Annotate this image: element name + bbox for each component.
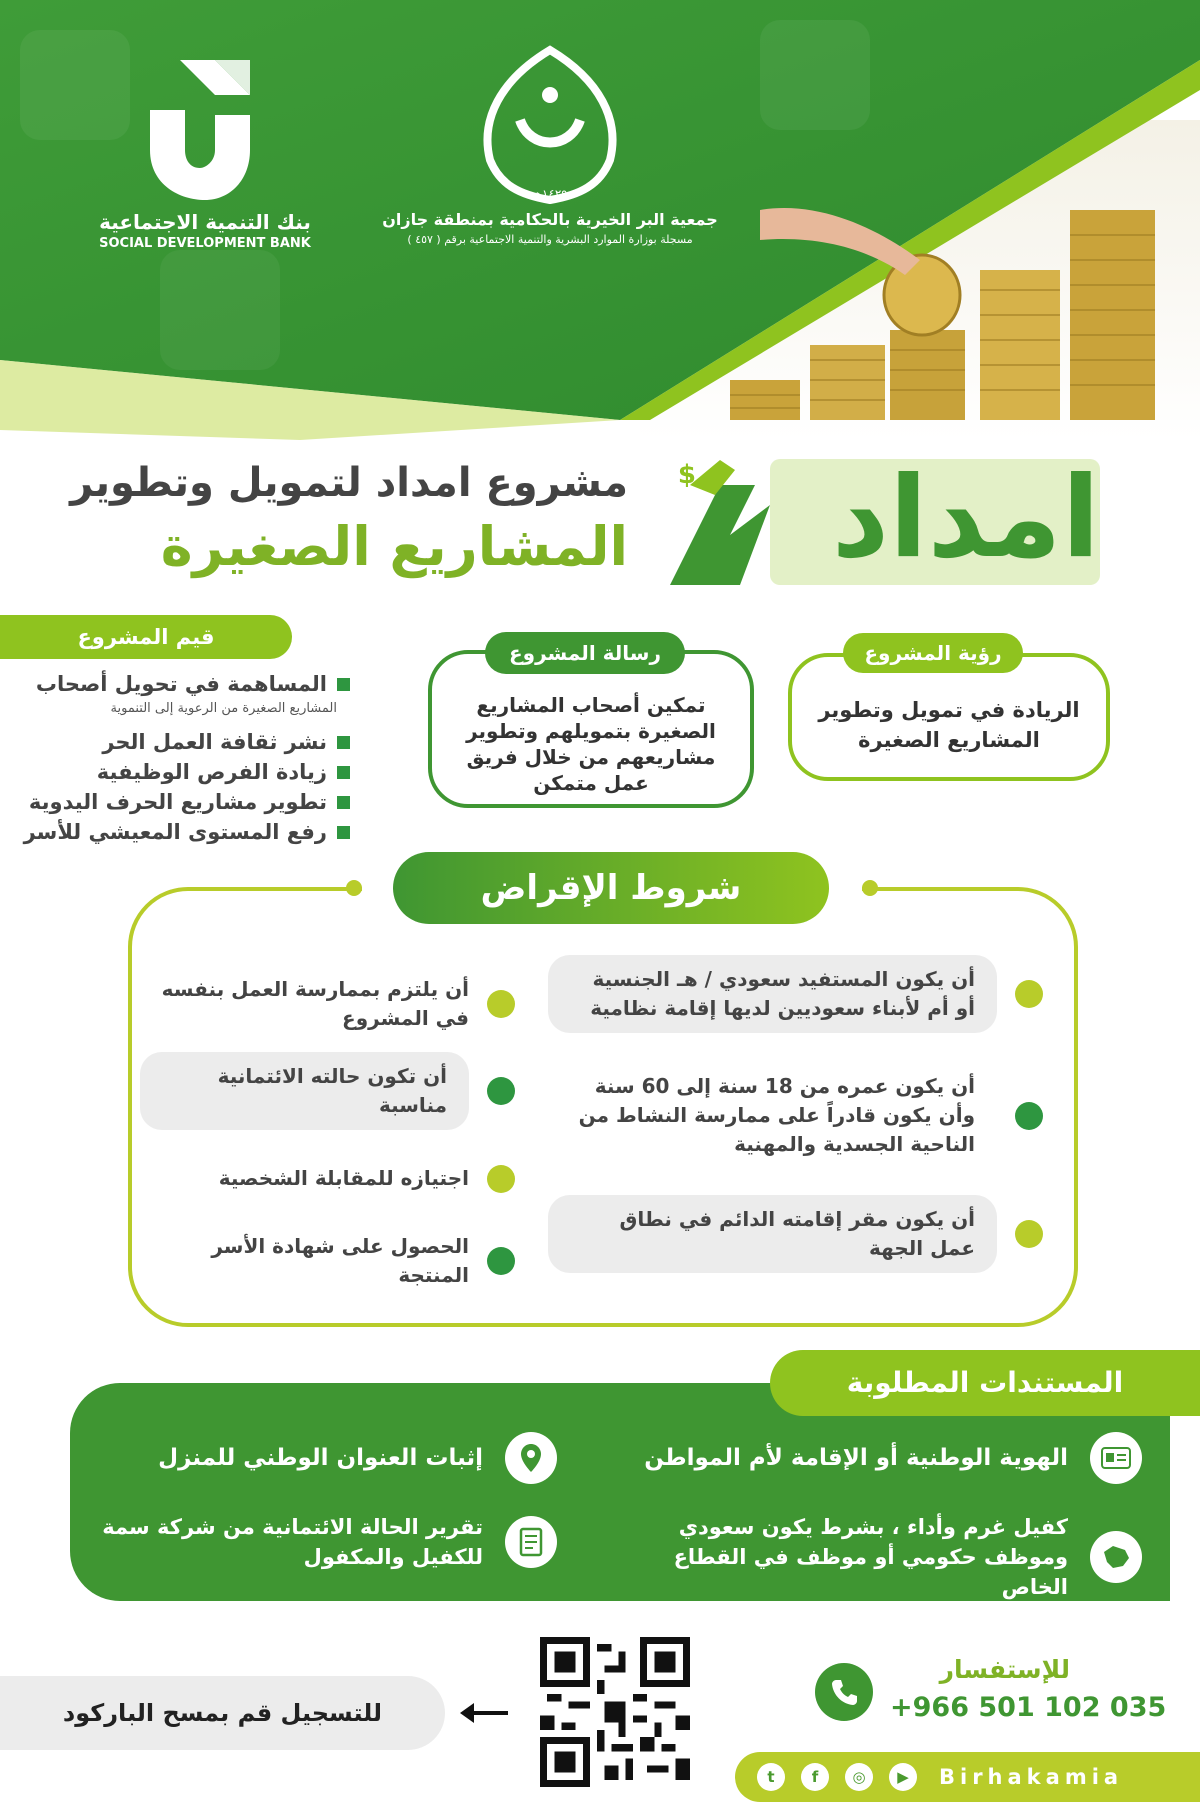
saudi-map-icon: [1090, 1531, 1142, 1583]
document-4: تقرير الحالة الائتمانية من شركة سمة للكفيل والمكفول: [87, 1512, 557, 1572]
bullet-square-icon: [337, 826, 350, 839]
values-item-5: رفع المستوى المعيشي للأسر: [24, 820, 350, 844]
values-item-2: نشر ثقافة العمل الحر: [102, 730, 350, 754]
bullet-dot-icon: [487, 1247, 515, 1275]
document-2: إثبات العنوان الوطني للمنزل: [87, 1432, 557, 1484]
bullet-square-icon: [337, 736, 350, 749]
register-label: للتسجيل قم بمسح الباركود: [0, 1676, 445, 1750]
facebook-icon[interactable]: f: [801, 1763, 829, 1791]
svg-text:$: $: [677, 460, 696, 490]
condition-7: الحصول على شهادة الأسر المنتجة: [140, 1232, 515, 1290]
bullet-square-icon: [337, 766, 350, 779]
bullet-square-icon: [337, 796, 350, 809]
social-handle: Birhakamia: [939, 1765, 1124, 1789]
document-1: الهوية الوطنية أو الإقامة لأم المواطن: [622, 1432, 1142, 1484]
instagram-icon[interactable]: ◎: [845, 1763, 873, 1791]
title-line-1: مشروع امداد لتمويل وتطوير: [70, 460, 628, 506]
twitter-icon[interactable]: t: [757, 1763, 785, 1791]
contact-phone[interactable]: +966 501 102 035: [890, 1692, 1167, 1723]
conditions-label: شروط الإقراض: [393, 852, 829, 924]
bank-name-en: SOCIAL DEVELOPMENT BANK: [99, 236, 311, 251]
values-label: قيم المشروع: [0, 615, 292, 659]
bullet-dot-icon: [487, 1165, 515, 1193]
values-item-1-sub: المشاريع الصغيرة من الرعوية إلى التنموية: [110, 701, 337, 716]
social-bar: [735, 1752, 1200, 1802]
condition-6: اجتيازه للمقابلة الشخصية: [140, 1164, 515, 1193]
youtube-icon[interactable]: ▶: [889, 1763, 917, 1791]
title-line-2: المشاريع الصغيرة: [160, 515, 628, 578]
phone-icon: [815, 1663, 873, 1721]
vision-text: الريادة في تمويل وتطوير المشاريع الصغيرة: [818, 698, 1080, 752]
contact-label: للإستفسار: [939, 1655, 1070, 1684]
qr-code[interactable]: [540, 1637, 690, 1787]
charity-year: ١٤٢٩هـ: [532, 187, 568, 201]
mission-label: رسالة المشروع: [485, 632, 685, 674]
bullet-dot-icon: [1015, 1102, 1043, 1130]
frame-dot-left: [346, 880, 362, 896]
imdad-brand-logo: [660, 445, 1120, 595]
condition-3: أن يكون مقر إقامته الدائم في نطاق عمل الجهة: [548, 1195, 1043, 1273]
charity-registration: مسجلة بوزارة الموارد البشرية والتنمية الاجتماعية برقم ( ٤٥٧ ): [407, 233, 693, 246]
arrow-left-icon: [460, 1700, 510, 1726]
mission-text: تمكين أصحاب المشاريع الصغيرة بتمويلهم وتطوير مشاريعهم من خلال فريق عمل متمكن: [466, 693, 716, 795]
condition-2: أن يكون عمره من 18 سنة إلى 60 سنة وأن يكون قادراً على ممارسة النشاط من الناحية الجسدية والمهنية: [548, 1072, 1043, 1159]
id-card-icon: [1090, 1432, 1142, 1484]
bullet-dot-icon: [1015, 980, 1043, 1008]
bank-name-ar: بنك التنمية الاجتماعية: [99, 210, 311, 234]
condition-1: أن يكون المستفيد سعودي / هـ الجنسية أو أم لأبناء سعوديين لديها إقامة نظامية: [548, 955, 1043, 1033]
report-document-icon: [505, 1516, 557, 1568]
imdad-brand-word: امداد: [831, 453, 1100, 583]
condition-5: أن تكون حالته الائتمانية مناسبة: [140, 1052, 515, 1130]
vision-label: رؤية المشروع: [843, 633, 1023, 673]
bullet-dot-icon: [487, 1077, 515, 1105]
location-pin-icon: [505, 1432, 557, 1484]
bullet-square-icon: [337, 678, 350, 691]
bullet-dot-icon: [487, 990, 515, 1018]
condition-4: أن يلتزم بممارسة العمل بنفسه في المشروع: [140, 975, 515, 1033]
document-3: كفيل غرم وأداء ، بشرط يكون سعودي وموظف حكومي أو موظف في القطاع الخاص: [622, 1512, 1142, 1602]
charity-name: جمعية البر الخيرية بالحكامية بمنطقة جازان: [382, 210, 718, 229]
frame-dot-right: [862, 880, 878, 896]
values-item-1: المساهمة في تحويل أصحاب: [36, 672, 350, 696]
values-item-3: زيادة الفرص الوظيفية: [97, 760, 350, 784]
values-item-4: تطوير مشاريع الحرف اليدوية: [29, 790, 350, 814]
bullet-dot-icon: [1015, 1220, 1043, 1248]
documents-label: المستندات المطلوبة: [770, 1350, 1200, 1416]
